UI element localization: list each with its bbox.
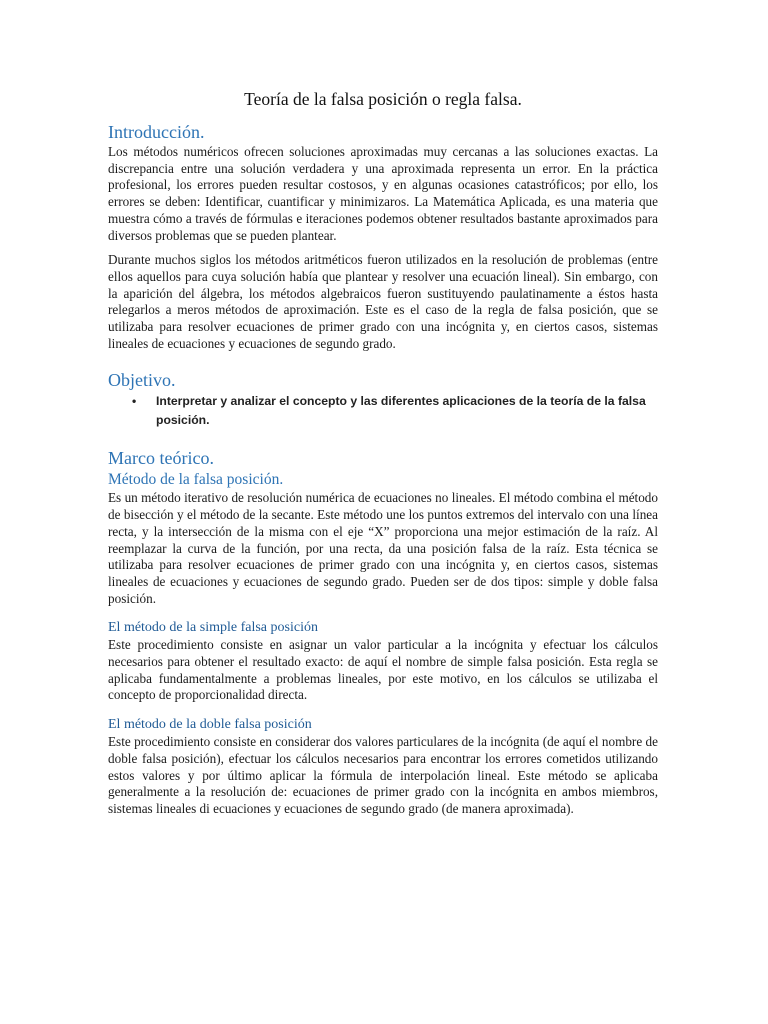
doble-paragraph: Este procedimiento consiste en considerar dos valores particulares de la incógnita (de aquí el nombre de doble falsa posición), efectuar los cálculos necesarios para encontrar los errores cometidos utilizando estos valores y por último aplicar la fórmula de interpolación lineal. Este método se aplicaba generalmente a la resolución de: ecuaciones de primer grado con la incógnita en ambos miembros, sistemas lineales di ecuaciones y ecuaciones de segundo grado (de manera aproximada). — [108, 734, 658, 816]
section-heading-objetivo: Objetivo. — [108, 370, 176, 391]
document-title: Teoría de la falsa posición o regla falsa. — [244, 89, 522, 109]
paragraph-spacer — [108, 244, 658, 252]
section-spacer — [108, 352, 658, 368]
bullet-icon: • — [132, 394, 137, 409]
subsection-heading-doble: El método de la doble falsa posición — [108, 717, 312, 733]
objetivo-bullet-item — [108, 392, 658, 430]
metodo-paragraph: Es un método iterativo de resolución numérica de ecuaciones no lineales. El método combina el método de bisección y el método de la secante. Este método une los puntos extremos del intervalo con una línea recta, y la intersección de la misma con el eje “X” proporciona una mejor estimación de la raíz. Al reemplazar la curva de la función, por una recta, da una posición falsa de la raíz. Esta técnica se utilizaba para resolver ecuaciones de primer grado con una incógnita y, en ciertos casos, sistemas lineales de ecuaciones y ecuaciones de segundo grado. Pueden ser de dos tipos: simple y doble falsa posición. — [108, 490, 658, 606]
document-body — [108, 88, 658, 818]
section-heading-marco-teorico: Marco teórico. — [108, 448, 214, 469]
simple-paragraph: Este procedimiento consiste en asignar un valor particular a la incógnita y efectuar los cálculos necesarios para obtener el resultado exacto: de aquí el nombre de simple falsa posición. Esta regla se aplicaba fundamentalmente a problemas lineales, por este motivo, en los cálculos se utilizaba el concepto de proporcionalidad directa. — [108, 637, 658, 703]
introduccion-paragraph-1: Los métodos numéricos ofrecen soluciones aproximadas muy cercanas a las soluciones exactas. La discrepancia entre una solución verdadera y una aproximada representa un error. En la práctica profesional, los errores pueden resultar costosos, y en algunas ocasiones catastróficos; por ello, los errores se deben: Identificar, cuantificar y minimizaros. La Matemática Aplicada, es una materia que muestra cómo a través de fórmulas e iteraciones podemos obtener resultados bastante aproximados para diversos problemas que se pueden plantear. — [108, 144, 658, 243]
objetivo-bullet-list — [108, 392, 658, 430]
subsection-heading-simple: El método de la simple falsa posición — [108, 620, 318, 636]
section-heading-introduccion: Introducción. — [108, 122, 205, 142]
objetivo-bullet-text: Interpretar y analizar el concepto y las diferentes aplicaciones de la teoría de la falsa posición. — [156, 394, 646, 428]
subsection-heading-metodo: Método de la falsa posición. — [108, 471, 284, 489]
introduccion-paragraph-2: Durante muchos siglos los métodos aritméticos fueron utilizados en la resolución de problemas (entre ellos aquellos para cuya solución había que plantear y resolver una ecuación lineal). Sin embargo, con la aparición del álgebra, los métodos algebraicos fueron sustituyendo paulatinamente a éstos hasta relegarlos a meros métodos de aproximación. Este es el caso de la regla de falsa posición, que se utilizaba para resolver ecuaciones de primer grado con una incógnita y, en ciertos casos, sistemas lineales de ecuaciones y ecuaciones de segundo grado. — [108, 252, 658, 351]
section-spacer — [108, 430, 658, 446]
section-spacer — [108, 704, 658, 716]
section-spacer — [108, 607, 658, 619]
